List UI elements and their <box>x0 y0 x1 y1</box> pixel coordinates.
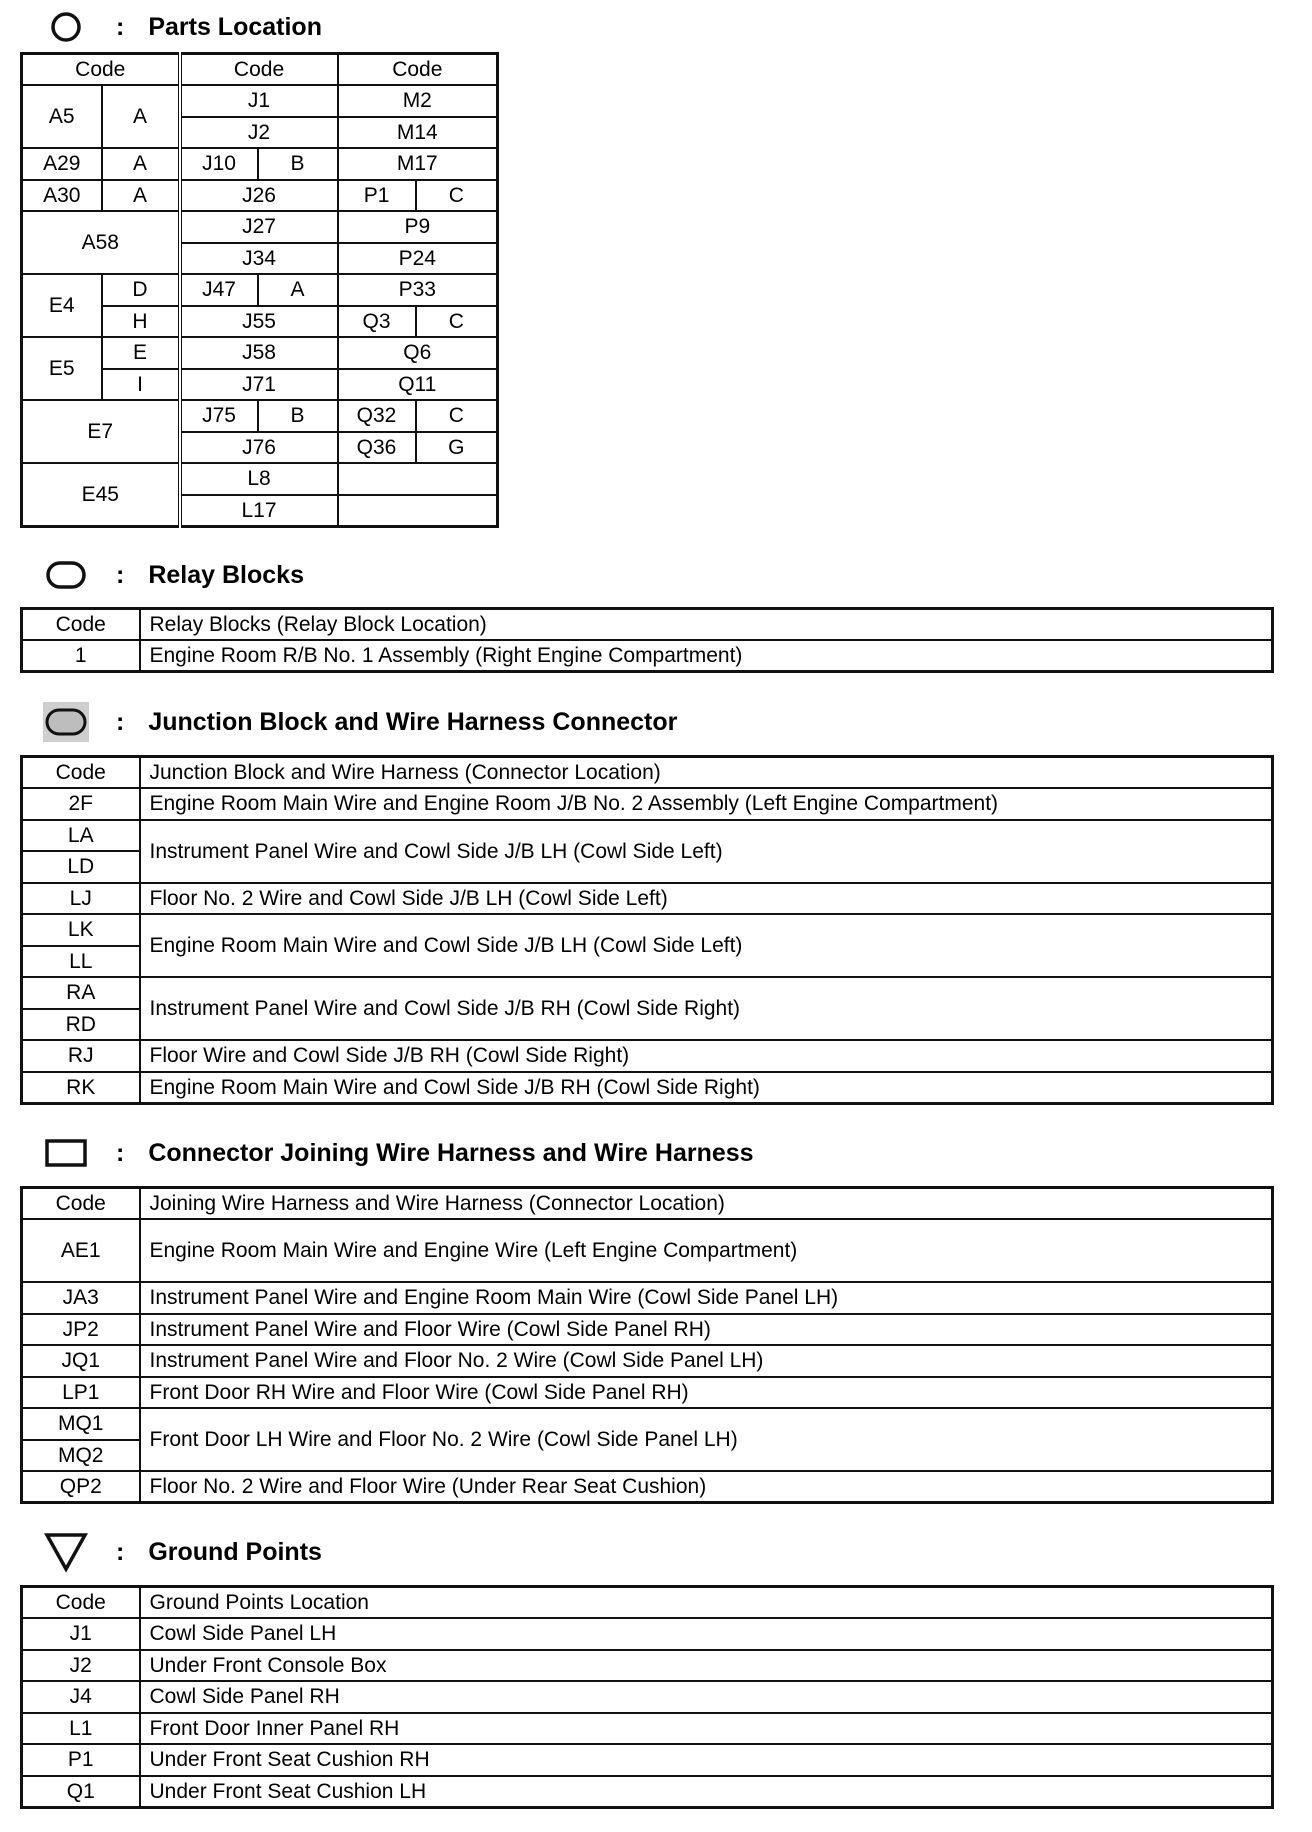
table-cell: A5 <box>22 85 102 148</box>
table-row <box>22 337 498 369</box>
table-cell: J26 <box>180 180 338 212</box>
table-cell: Under Front Seat Cushion RH <box>140 1744 1273 1776</box>
table-header-row <box>22 54 498 86</box>
table-cell: M17 <box>338 148 498 180</box>
table-cell: LD <box>22 851 140 883</box>
column-header: Code <box>22 757 140 789</box>
table-cell: C <box>416 306 498 338</box>
table-cell: L8 <box>180 463 338 495</box>
shaded-rounded-rect-icon <box>42 702 90 742</box>
table-header-row <box>22 609 1273 641</box>
table-row <box>22 1408 1273 1440</box>
table-cell: Floor No. 2 Wire and Cowl Side J/B LH (Cowl Side Left) <box>140 883 1273 915</box>
parts-location-header <box>42 5 322 49</box>
table-cell: Floor No. 2 Wire and Floor Wire (Under Rear Seat Cushion) <box>140 1471 1273 1503</box>
table-cell: P1 <box>338 180 416 212</box>
table-cell: L1 <box>22 1713 140 1745</box>
table-cell: P24 <box>338 243 498 275</box>
table-cell: RK <box>22 1072 140 1104</box>
table-cell: LA <box>22 820 140 852</box>
table-row <box>22 1377 1273 1409</box>
column-header: Code <box>180 54 338 86</box>
table-cell: Engine Room R/B No. 1 Assembly (Right Engine Compartment) <box>140 640 1273 672</box>
table-row <box>22 1219 1273 1282</box>
column-header: Ground Points Location <box>140 1587 1273 1619</box>
table-cell: JP2 <box>22 1314 140 1346</box>
table-cell: LL <box>22 946 140 978</box>
table-cell: Instrument Panel Wire and Floor No. 2 Wire (Cowl Side Panel LH) <box>140 1345 1273 1377</box>
table-cell: J76 <box>180 432 338 464</box>
table-cell: Front Door RH Wire and Floor Wire (Cowl Side Panel RH) <box>140 1377 1273 1409</box>
relay-blocks-table <box>20 607 1274 673</box>
rectangle-icon <box>42 1133 90 1173</box>
circle-icon <box>42 7 90 47</box>
table-cell: J2 <box>22 1650 140 1682</box>
table-cell: M2 <box>338 85 498 117</box>
table-cell: Front Door Inner Panel RH <box>140 1713 1273 1745</box>
table-cell: M14 <box>338 117 498 149</box>
section-title: Connector Joining Wire Harness and Wire Harness <box>148 1138 754 1167</box>
column-header: Relay Blocks (Relay Block Location) <box>140 609 1273 641</box>
table-cell: B <box>258 148 338 180</box>
table-cell: Q6 <box>338 337 498 369</box>
table-cell: A <box>102 148 180 180</box>
table-cell: J1 <box>22 1618 140 1650</box>
table-row <box>22 1744 1273 1776</box>
table-cell: J10 <box>180 148 258 180</box>
table-cell: J4 <box>22 1681 140 1713</box>
ground-points-header <box>42 1530 322 1574</box>
connector-joining-header <box>42 1131 754 1175</box>
table-cell: AE1 <box>22 1219 140 1282</box>
section-colon: : <box>116 12 125 41</box>
table-row <box>22 1713 1273 1745</box>
table-cell <box>338 495 498 527</box>
table-cell: J71 <box>180 369 338 401</box>
table-cell: MQ1 <box>22 1408 140 1440</box>
section-title: Relay Blocks <box>148 560 304 589</box>
column-header: Junction Block and Wire Harness (Connector Location) <box>140 757 1273 789</box>
table-row <box>22 883 1273 915</box>
table-row <box>22 463 498 495</box>
table-cell: B <box>258 400 338 432</box>
table-row <box>22 400 498 432</box>
table-row <box>22 1650 1273 1682</box>
table-cell: Engine Room Main Wire and Cowl Side J/B LH (Cowl Side Left) <box>140 914 1273 977</box>
section-title: Parts Location <box>148 12 322 41</box>
table-cell: 2F <box>22 788 140 820</box>
table-cell: Instrument Panel Wire and Cowl Side J/B LH (Cowl Side Left) <box>140 820 1273 883</box>
relay-blocks-header <box>42 553 304 597</box>
table-cell: J1 <box>180 85 338 117</box>
table-cell: L17 <box>180 495 338 527</box>
table-cell: 1 <box>22 640 140 672</box>
table-row <box>22 820 1273 852</box>
table-cell: Q3 <box>338 306 416 338</box>
table-cell: E5 <box>22 337 102 400</box>
table-cell: D <box>102 274 180 306</box>
triangle-icon <box>42 1532 90 1572</box>
table-row <box>22 1471 1273 1503</box>
table-cell: JA3 <box>22 1282 140 1314</box>
table-cell: A29 <box>22 148 102 180</box>
table-row <box>22 1618 1273 1650</box>
table-row <box>22 148 498 180</box>
table-cell: J75 <box>180 400 258 432</box>
table-cell: QP2 <box>22 1471 140 1503</box>
ground-points-table <box>20 1585 1274 1809</box>
table-row <box>22 1314 1273 1346</box>
table-cell: Q1 <box>22 1776 140 1808</box>
table-header-row <box>22 1188 1273 1220</box>
table-header-row <box>22 1587 1273 1619</box>
table-cell: Instrument Panel Wire and Cowl Side J/B RH (Cowl Side Right) <box>140 977 1273 1040</box>
table-cell: Cowl Side Panel LH <box>140 1618 1273 1650</box>
table-row <box>22 914 1273 946</box>
table-row <box>22 1040 1273 1072</box>
table-cell: Engine Room Main Wire and Cowl Side J/B RH (Cowl Side Right) <box>140 1072 1273 1104</box>
table-cell: G <box>416 432 498 464</box>
table-cell: Q11 <box>338 369 498 401</box>
column-header: Code <box>22 1587 140 1619</box>
table-cell: E4 <box>22 274 102 337</box>
table-row <box>22 1345 1273 1377</box>
table-cell: Instrument Panel Wire and Floor Wire (Cowl Side Panel RH) <box>140 1314 1273 1346</box>
table-row <box>22 211 498 243</box>
table-cell: A <box>258 274 338 306</box>
rounded-rect-icon <box>42 555 90 595</box>
table-cell: J34 <box>180 243 338 275</box>
table-header-row <box>22 757 1273 789</box>
table-cell: LJ <box>22 883 140 915</box>
column-header: Code <box>22 609 140 641</box>
table-cell: RJ <box>22 1040 140 1072</box>
table-cell: Cowl Side Panel RH <box>140 1681 1273 1713</box>
table-cell: C <box>416 400 498 432</box>
table-cell: Under Front Seat Cushion LH <box>140 1776 1273 1808</box>
connector-joining-table <box>20 1186 1274 1504</box>
table-cell: MQ2 <box>22 1440 140 1472</box>
table-cell: JQ1 <box>22 1345 140 1377</box>
column-header: Code <box>338 54 498 86</box>
table-row <box>22 1681 1273 1713</box>
table-cell: H <box>102 306 180 338</box>
table-cell: A30 <box>22 180 102 212</box>
table-cell: Engine Room Main Wire and Engine Wire (Left Engine Compartment) <box>140 1219 1273 1282</box>
table-row <box>22 180 498 212</box>
table-row <box>22 1072 1273 1104</box>
table-cell: E <box>102 337 180 369</box>
table-cell: A <box>102 180 180 212</box>
column-header: Code <box>22 54 180 86</box>
table-cell: RA <box>22 977 140 1009</box>
section-title: Junction Block and Wire Harness Connector <box>148 707 678 736</box>
table-row <box>22 1282 1273 1314</box>
table-row <box>22 977 1273 1009</box>
table-cell: LP1 <box>22 1377 140 1409</box>
junction-block-header <box>42 700 677 744</box>
section-colon: : <box>116 1138 125 1167</box>
table-cell: A <box>102 85 180 148</box>
table-cell: RD <box>22 1009 140 1041</box>
table-cell: P33 <box>338 274 498 306</box>
table-cell: E7 <box>22 400 180 463</box>
table-cell: J2 <box>180 117 338 149</box>
table-row <box>22 788 1273 820</box>
section-colon: : <box>116 1537 125 1566</box>
table-cell: Engine Room Main Wire and Engine Room J/B No. 2 Assembly (Left Engine Compartment) <box>140 788 1273 820</box>
parts-location-table <box>20 52 499 528</box>
table-row <box>22 85 498 117</box>
table-cell: LK <box>22 914 140 946</box>
table-cell: Instrument Panel Wire and Engine Room Main Wire (Cowl Side Panel LH) <box>140 1282 1273 1314</box>
section-colon: : <box>116 560 125 589</box>
junction-block-table <box>20 755 1274 1105</box>
table-row <box>22 640 1273 672</box>
table-row <box>22 1776 1273 1808</box>
section-title: Ground Points <box>148 1537 322 1566</box>
table-cell: C <box>416 180 498 212</box>
column-header: Code <box>22 1188 140 1220</box>
table-cell: A58 <box>22 211 180 274</box>
table-cell: J27 <box>180 211 338 243</box>
table-cell: J47 <box>180 274 258 306</box>
table-cell: Q36 <box>338 432 416 464</box>
section-colon: : <box>116 707 125 736</box>
table-cell: I <box>102 369 180 401</box>
table-cell <box>338 463 498 495</box>
table-cell: J55 <box>180 306 338 338</box>
table-cell: P9 <box>338 211 498 243</box>
table-cell: Q32 <box>338 400 416 432</box>
table-cell: E45 <box>22 463 180 526</box>
table-cell: Under Front Console Box <box>140 1650 1273 1682</box>
table-row <box>22 274 498 306</box>
table-cell: Floor Wire and Cowl Side J/B RH (Cowl Side Right) <box>140 1040 1273 1072</box>
column-header: Joining Wire Harness and Wire Harness (Connector Location) <box>140 1188 1273 1220</box>
table-cell: Front Door LH Wire and Floor No. 2 Wire (Cowl Side Panel LH) <box>140 1408 1273 1471</box>
table-cell: P1 <box>22 1744 140 1776</box>
table-cell: J58 <box>180 337 338 369</box>
